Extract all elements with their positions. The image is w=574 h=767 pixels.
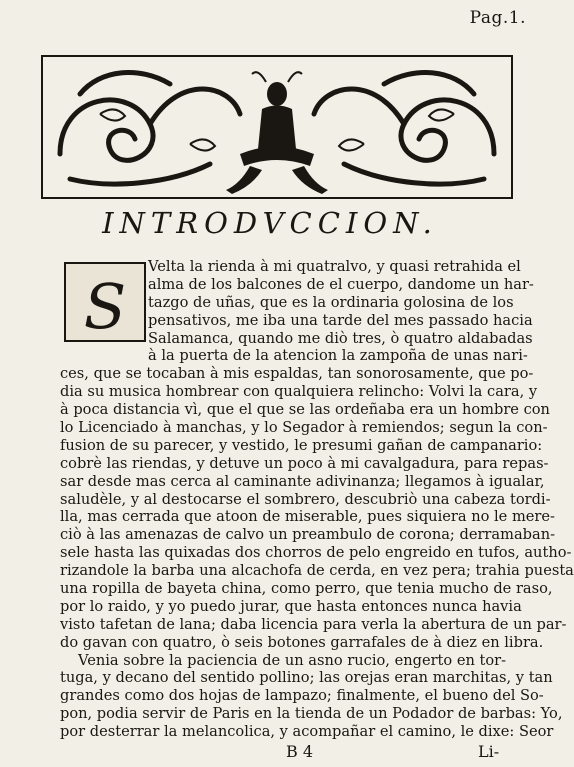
catchword: Li- [478,742,500,761]
text-line: Venia sobre la paciencia de un asno rucio, engerto en tor- [78,651,507,669]
initial-letter: S [83,270,127,343]
text-line: una ropilla de bayeta china, como perro, que tenia mucho de raso, [60,580,553,598]
text-line: pensativos, me iba una tarde del mes passado hacia [148,311,533,329]
signature-mark: B 4 [286,742,314,761]
text-line: cobrè las riendas, y detuve un poco à mi cavalgadura, para repas- [60,454,549,472]
text-line: alma de los balcones de el cuerpo, dandome un har- [148,275,534,293]
body-text [60,258,574,741]
text-line: dia su musica hombrear con qualquiera relincho: Volvi la cara, y [60,383,538,401]
text-line: lla, mas cerrada que atoon de miserable, pues siquiera no le mere- [60,508,555,526]
text-line: por desterrar la melancolica, y acompañar el camino, le dixe: Seor [60,723,554,741]
text-line: à poca distancia vì, que el que se las ordeñaba era un hombre con [60,401,550,419]
text-line: fusion de su parecer, y vestido, le presumi gañan de campanario: [60,436,543,454]
text-line: grandes como dos hojas de lampazo; finalmente, el bueno del So- [60,687,544,705]
page-number: Pag.1. [469,8,526,28]
text-line: sele hasta las quixadas dos chorros de pelo engreido en tufos, autho- [60,544,572,562]
text-line: saludèle, y al destocarse el sombrero, descubriò una cabeza tordi- [60,490,551,508]
text-line: do gavan con quatro, ò seis botones garrafales de à diez en libra. [60,633,544,651]
text-line: visto tafetan de lana; daba licencia para verla la abertura de un par- [60,615,567,633]
text-line: tuga, y decano del sentido pollino; las orejas eran marchitas, y tan [60,669,553,687]
text-line: rizandole la barba una alcachofa de cerda, en vez pera; trahia puesta [60,562,574,580]
text-line: tazgo de uñas, que es la ordinaria golosina de los [148,293,514,311]
text-line: lo Licenciado à manchas, y lo Segador à remiendos; segun la con- [60,419,548,437]
decorative-headpiece [40,54,514,200]
text-line: Salamanca, quando me diò tres, ò quatro aldabadas [148,329,533,347]
text-line: Velta la rienda à mi quatralvo, y quasi retrahida el [148,258,521,275]
text-line: à la puerta de la atencion la zampoña de unas nari- [148,347,528,365]
text-line: por lo raido, y yo puedo jurar, que hasta entonces nunca havia [60,597,522,615]
text-line: pon, podia servir de Paris en la tienda de un Podador de barbas: Yo, [60,705,563,723]
text-line: ces, que se tocaban à mis espaldas, tan sonorosamente, que po- [60,365,534,383]
section-title: INTRODVCCION. [102,206,438,240]
text-line: sar desde mas cerca al caminante adivinanza; llegamos à igualar, [60,472,545,490]
text-line: ciò à las amenazas de calvo un preambulo de corona; derramaban- [60,526,556,544]
